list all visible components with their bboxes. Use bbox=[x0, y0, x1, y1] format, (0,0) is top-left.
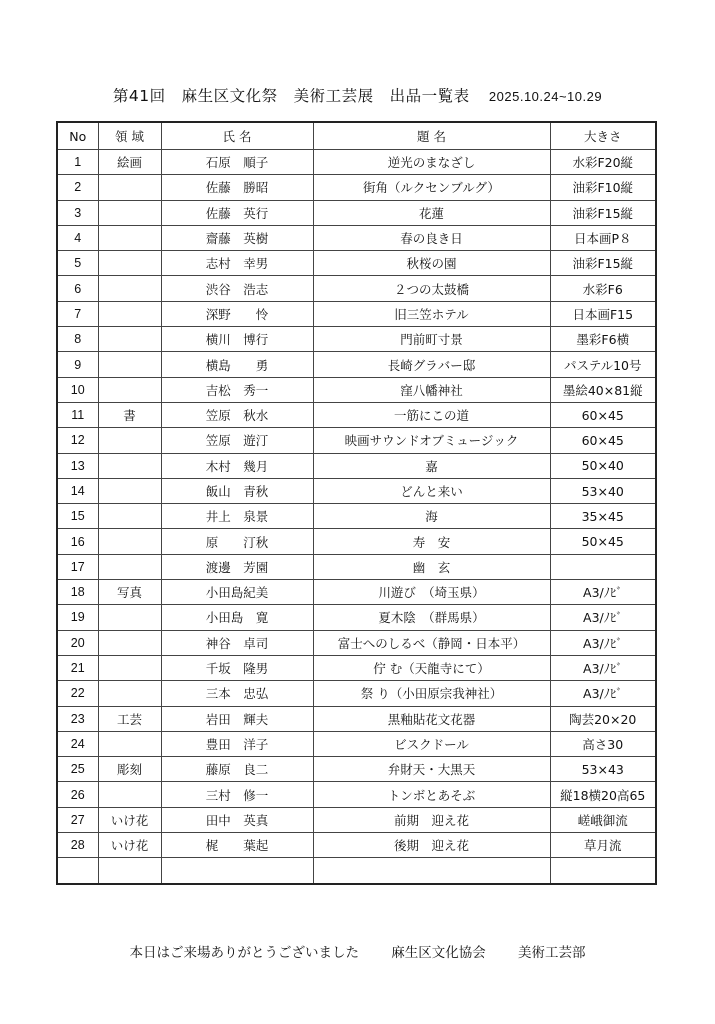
row-size: 油彩F15縦 bbox=[550, 200, 656, 225]
row-work-title: 幽 玄 bbox=[313, 554, 550, 579]
row-work-title: 長崎グラバー邸 bbox=[313, 352, 550, 377]
row-size: 60×45 bbox=[550, 428, 656, 453]
row-size: A3/ﾉﾋﾞ bbox=[550, 605, 656, 630]
row-work-title: 寿 安 bbox=[313, 529, 550, 554]
row-size: 35×45 bbox=[550, 504, 656, 529]
row-artist-name: 志村 幸男 bbox=[161, 251, 313, 276]
col-header-name: 氏 名 bbox=[161, 122, 313, 150]
row-field: いけ花 bbox=[98, 807, 161, 832]
row-size: 水彩F6 bbox=[550, 276, 656, 301]
row-no: 2 bbox=[57, 175, 98, 200]
row-no: 6 bbox=[57, 276, 98, 301]
row-no: 15 bbox=[57, 504, 98, 529]
row-artist-name: 梶 葉起 bbox=[161, 833, 313, 858]
row-field bbox=[98, 782, 161, 807]
table-row bbox=[57, 630, 656, 655]
row-artist-name: 三本 忠弘 bbox=[161, 681, 313, 706]
table-row bbox=[57, 175, 656, 200]
row-no: 25 bbox=[57, 757, 98, 782]
row-field bbox=[98, 731, 161, 756]
row-work-title: 窪八幡神社 bbox=[313, 377, 550, 402]
footer bbox=[0, 941, 715, 961]
row-work-title: 門前町寸景 bbox=[313, 327, 550, 352]
table-row bbox=[57, 150, 656, 175]
row-artist-name: 小田島 寛 bbox=[161, 605, 313, 630]
row-field bbox=[98, 478, 161, 503]
table-row bbox=[57, 706, 656, 731]
row-field bbox=[98, 301, 161, 326]
table-row bbox=[57, 453, 656, 478]
row-no: 14 bbox=[57, 478, 98, 503]
row-no: 19 bbox=[57, 605, 98, 630]
row-artist-name: 藤原 良二 bbox=[161, 757, 313, 782]
table-row bbox=[57, 858, 656, 884]
table-row bbox=[57, 833, 656, 858]
row-artist-name: 吉松 秀一 bbox=[161, 377, 313, 402]
row-size: A3/ﾉﾋﾞ bbox=[550, 655, 656, 680]
table-row bbox=[57, 731, 656, 756]
row-no: 9 bbox=[57, 352, 98, 377]
row-field bbox=[98, 377, 161, 402]
row-field: 写真 bbox=[98, 580, 161, 605]
row-no: 11 bbox=[57, 402, 98, 427]
row-artist-name: 飯山 青秋 bbox=[161, 478, 313, 503]
row-work-title: トンボとあそぶ bbox=[313, 782, 550, 807]
row-work-title: 弁財天・大黒天 bbox=[313, 757, 550, 782]
row-artist-name: 岩田 輝夫 bbox=[161, 706, 313, 731]
row-size: 草月流 bbox=[550, 833, 656, 858]
row-no: 27 bbox=[57, 807, 98, 832]
table-row bbox=[57, 478, 656, 503]
row-work-title: 街角（ルクセンブルグ） bbox=[313, 175, 550, 200]
row-artist-name: 齋藤 英樹 bbox=[161, 225, 313, 250]
row-artist-name: 石原 順子 bbox=[161, 150, 313, 175]
row-no: 8 bbox=[57, 327, 98, 352]
row-no: 18 bbox=[57, 580, 98, 605]
row-no bbox=[57, 858, 98, 884]
row-field: 書 bbox=[98, 402, 161, 427]
row-work-title: 川遊び （埼玉県） bbox=[313, 580, 550, 605]
row-work-title: 嘉 bbox=[313, 453, 550, 478]
row-artist-name: 千坂 隆男 bbox=[161, 655, 313, 680]
page-title bbox=[0, 84, 715, 106]
row-field bbox=[98, 655, 161, 680]
row-artist-name: 木村 幾月 bbox=[161, 453, 313, 478]
row-artist-name: 三村 修一 bbox=[161, 782, 313, 807]
row-artist-name: 渋谷 浩志 bbox=[161, 276, 313, 301]
exhibit-list-table bbox=[56, 121, 657, 885]
footer-dept: 美術工芸部 bbox=[518, 945, 586, 961]
row-work-title: 黒釉貼花文花器 bbox=[313, 706, 550, 731]
row-no: 16 bbox=[57, 529, 98, 554]
row-size: 日本画P８ bbox=[550, 225, 656, 250]
row-artist-name: 小田島紀美 bbox=[161, 580, 313, 605]
table-row bbox=[57, 554, 656, 579]
row-work-title: 富士へのしるべ（静岡・日本平） bbox=[313, 630, 550, 655]
row-size: 嵯峨御流 bbox=[550, 807, 656, 832]
row-work-title: 花蓮 bbox=[313, 200, 550, 225]
row-artist-name: 笠原 秋水 bbox=[161, 402, 313, 427]
table-row bbox=[57, 251, 656, 276]
row-field bbox=[98, 605, 161, 630]
table-row bbox=[57, 377, 656, 402]
table-row bbox=[57, 681, 656, 706]
row-no: 21 bbox=[57, 655, 98, 680]
table-row bbox=[57, 580, 656, 605]
row-size: 墨彩F6横 bbox=[550, 327, 656, 352]
row-work-title: 佇 む（天龍寺にて） bbox=[313, 655, 550, 680]
row-field bbox=[98, 251, 161, 276]
table-row bbox=[57, 782, 656, 807]
row-artist-name: 佐藤 勝昭 bbox=[161, 175, 313, 200]
row-work-title: 逆光のまなざし bbox=[313, 150, 550, 175]
table-row bbox=[57, 402, 656, 427]
table-row bbox=[57, 655, 656, 680]
row-size: A3/ﾉﾋﾞ bbox=[550, 580, 656, 605]
row-field bbox=[98, 225, 161, 250]
row-work-title: 春の良き日 bbox=[313, 225, 550, 250]
row-field: 工芸 bbox=[98, 706, 161, 731]
row-work-title: 前期 迎え花 bbox=[313, 807, 550, 832]
table-row bbox=[57, 276, 656, 301]
row-work-title: 後期 迎え花 bbox=[313, 833, 550, 858]
row-artist-name bbox=[161, 858, 313, 884]
row-size: 53×40 bbox=[550, 478, 656, 503]
row-size: 油彩F15縦 bbox=[550, 251, 656, 276]
row-work-title: 海 bbox=[313, 504, 550, 529]
row-artist-name: 井上 泉景 bbox=[161, 504, 313, 529]
row-size: A3/ﾉﾋﾞ bbox=[550, 630, 656, 655]
row-size: 陶芸20×20 bbox=[550, 706, 656, 731]
col-header-title: 題 名 bbox=[313, 122, 550, 150]
row-artist-name: 笠原 遊汀 bbox=[161, 428, 313, 453]
row-field bbox=[98, 554, 161, 579]
table-row bbox=[57, 301, 656, 326]
row-no: 12 bbox=[57, 428, 98, 453]
row-artist-name: 深野 怜 bbox=[161, 301, 313, 326]
row-field bbox=[98, 200, 161, 225]
row-artist-name: 渡邊 芳園 bbox=[161, 554, 313, 579]
row-no: 23 bbox=[57, 706, 98, 731]
row-size: パステル10号 bbox=[550, 352, 656, 377]
row-no: 1 bbox=[57, 150, 98, 175]
row-artist-name: 横川 博行 bbox=[161, 327, 313, 352]
row-size: 50×45 bbox=[550, 529, 656, 554]
row-size: 水彩F20縦 bbox=[550, 150, 656, 175]
row-work-title: 夏木陰 （群馬県） bbox=[313, 605, 550, 630]
row-artist-name: 佐藤 英行 bbox=[161, 200, 313, 225]
row-no: 7 bbox=[57, 301, 98, 326]
row-size: 墨絵40×81縦 bbox=[550, 377, 656, 402]
col-header-no: No bbox=[57, 122, 98, 150]
table-row bbox=[57, 200, 656, 225]
row-size bbox=[550, 554, 656, 579]
row-size: 日本画F15 bbox=[550, 301, 656, 326]
table-row bbox=[57, 225, 656, 250]
table-row bbox=[57, 529, 656, 554]
row-no: 5 bbox=[57, 251, 98, 276]
row-field bbox=[98, 428, 161, 453]
row-size: 高さ30 bbox=[550, 731, 656, 756]
row-field bbox=[98, 453, 161, 478]
table-row bbox=[57, 352, 656, 377]
row-work-title: どんと来い bbox=[313, 478, 550, 503]
row-field bbox=[98, 529, 161, 554]
row-field bbox=[98, 327, 161, 352]
row-no: 3 bbox=[57, 200, 98, 225]
exhibition-dates: 2025.10.24~10.29 bbox=[488, 89, 603, 104]
row-no: 28 bbox=[57, 833, 98, 858]
row-work-title: 秋桜の園 bbox=[313, 251, 550, 276]
row-no: 10 bbox=[57, 377, 98, 402]
table-row bbox=[57, 807, 656, 832]
row-work-title bbox=[313, 858, 550, 884]
table-row bbox=[57, 757, 656, 782]
col-header-field: 領 域 bbox=[98, 122, 161, 150]
table-row bbox=[57, 327, 656, 352]
row-work-title: 祭 り（小田原宗我神社） bbox=[313, 681, 550, 706]
row-work-title: ビスクドール bbox=[313, 731, 550, 756]
table-header-row bbox=[57, 122, 656, 150]
row-no: 4 bbox=[57, 225, 98, 250]
footer-org: 麻生区文化協会 bbox=[391, 945, 486, 961]
row-field bbox=[98, 352, 161, 377]
table-row bbox=[57, 504, 656, 529]
row-no: 22 bbox=[57, 681, 98, 706]
col-header-size: 大きさ bbox=[550, 122, 656, 150]
row-artist-name: 田中 英真 bbox=[161, 807, 313, 832]
row-artist-name: 横島 勇 bbox=[161, 352, 313, 377]
row-artist-name: 原 汀秋 bbox=[161, 529, 313, 554]
row-field bbox=[98, 858, 161, 884]
row-size: A3/ﾉﾋﾞ bbox=[550, 681, 656, 706]
row-field bbox=[98, 276, 161, 301]
row-field bbox=[98, 175, 161, 200]
row-field bbox=[98, 504, 161, 529]
table-row bbox=[57, 428, 656, 453]
row-work-title: 旧三笠ホテル bbox=[313, 301, 550, 326]
row-size: 60×45 bbox=[550, 402, 656, 427]
row-size: 53×43 bbox=[550, 757, 656, 782]
row-field bbox=[98, 630, 161, 655]
row-work-title: 一筋にこの道 bbox=[313, 402, 550, 427]
row-size: 縦18横20高65 bbox=[550, 782, 656, 807]
row-no: 24 bbox=[57, 731, 98, 756]
row-size: 油彩F10縦 bbox=[550, 175, 656, 200]
row-size bbox=[550, 858, 656, 884]
row-no: 17 bbox=[57, 554, 98, 579]
row-artist-name: 神谷 卓司 bbox=[161, 630, 313, 655]
row-work-title: ２つの太鼓橋 bbox=[313, 276, 550, 301]
row-no: 20 bbox=[57, 630, 98, 655]
row-no: 26 bbox=[57, 782, 98, 807]
row-field bbox=[98, 681, 161, 706]
row-size: 50×40 bbox=[550, 453, 656, 478]
title-text: 第41回 麻生区文化祭 美術工芸展 出品一覧表 bbox=[112, 87, 470, 105]
row-field: 絵画 bbox=[98, 150, 161, 175]
row-no: 13 bbox=[57, 453, 98, 478]
row-work-title: 映画サウンドオブミュージック bbox=[313, 428, 550, 453]
row-artist-name: 豊田 洋子 bbox=[161, 731, 313, 756]
table-row bbox=[57, 605, 656, 630]
row-field: 彫刻 bbox=[98, 757, 161, 782]
row-field: いけ花 bbox=[98, 833, 161, 858]
footer-thanks: 本日はご来場ありがとうございました bbox=[129, 945, 359, 961]
